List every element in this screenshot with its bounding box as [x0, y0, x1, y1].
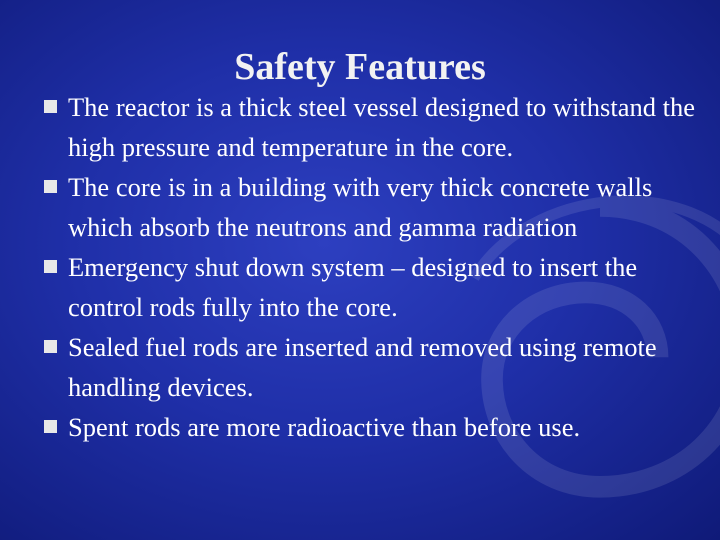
square-bullet-icon — [44, 180, 57, 193]
slide-title: Safety Features — [234, 46, 486, 88]
bullet-item — [0, 247, 720, 327]
bullet-item — [0, 167, 720, 247]
bullet-text: Emergency shut down system – designed to insert the control rods fully into the core. — [68, 252, 638, 322]
bullet-text: The reactor is a thick steel vessel designed to withstand the high pressure and temperature in the core. — [68, 92, 695, 162]
square-bullet-icon — [44, 100, 57, 113]
bullet-item — [0, 327, 720, 407]
bullet-item — [0, 407, 720, 447]
bullet-text: Sealed fuel rods are inserted and removed using remote handling devices. — [68, 332, 657, 402]
bullet-list — [0, 87, 720, 447]
bullet-text: The core is in a building with very thick concrete walls which absorb the neutrons and gamma radiation — [68, 172, 653, 242]
bullet-item — [0, 87, 720, 167]
square-bullet-icon — [44, 260, 57, 273]
square-bullet-icon — [44, 420, 57, 433]
bullet-text: Spent rods are more radioactive than before use. — [68, 412, 581, 442]
square-bullet-icon — [44, 340, 57, 353]
